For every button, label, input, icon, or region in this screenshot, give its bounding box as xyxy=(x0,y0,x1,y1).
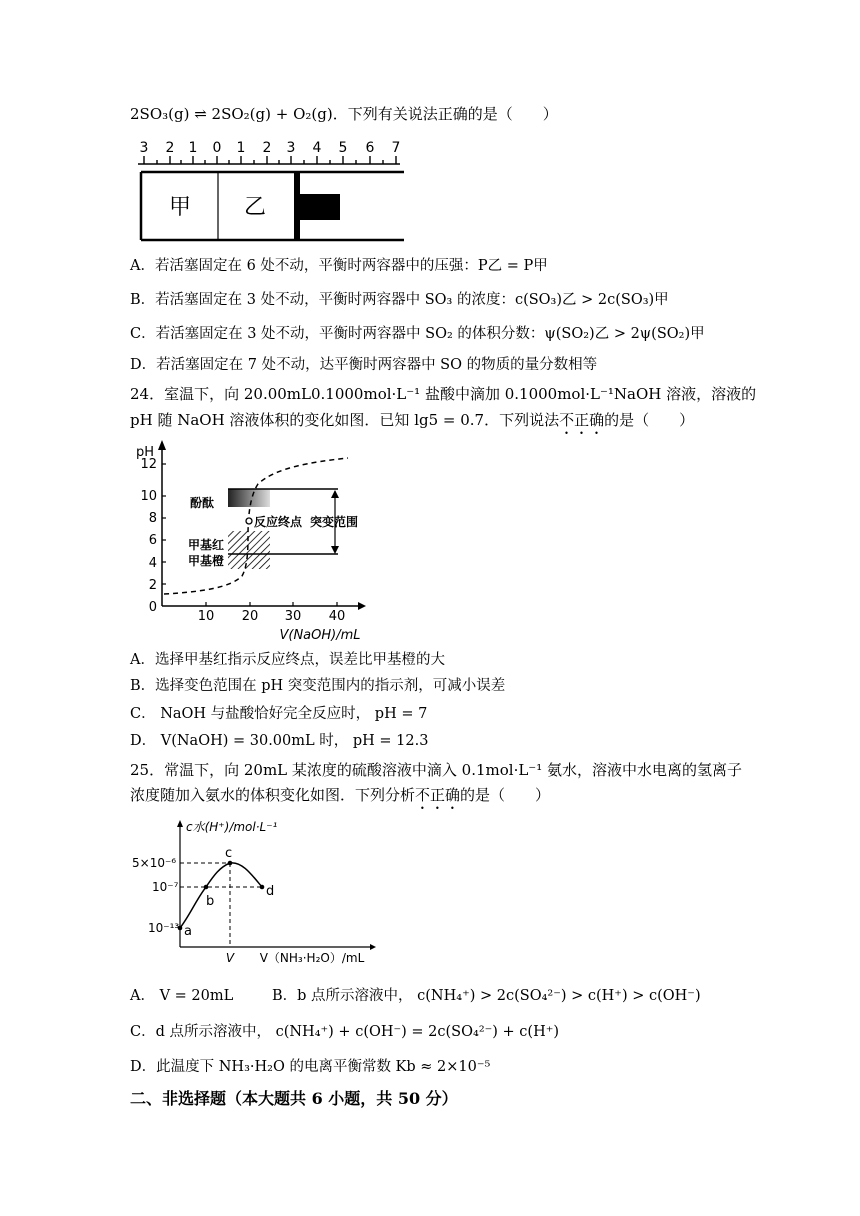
y-tick-1e-7: 10⁻⁷ xyxy=(152,880,179,894)
emphasis-not-correct: 不正确 xyxy=(415,786,461,804)
x-tick-label: 10 xyxy=(197,609,215,624)
q25-water-ionization-chart xyxy=(130,815,390,975)
ruler-label: 3 xyxy=(139,140,149,156)
q23-option-a: A．若活塞固定在 6 处不动，平衡时两容器中的压强：P乙 = P甲 xyxy=(130,258,548,274)
q25-stem-line2: 浓度随加入氨水的体积变化如图．下列分析不正确的是（ ） xyxy=(130,786,551,804)
x-tick-label: 40 xyxy=(328,609,346,624)
q24-stem-line2: pH 随 NaOH 溶液体积的变化如图．已知 lg5 = 0.7．下列说法不正确的是（ ） xyxy=(130,411,695,429)
x-axis-label: V(NaOH)/mL xyxy=(279,628,361,643)
ruler-label: 3 xyxy=(286,140,296,156)
y-tick-1e-13: 10⁻¹³ xyxy=(148,921,180,935)
point-label-c: c xyxy=(225,846,233,861)
q23-option-d: D．若活塞固定在 7 处不动，达平衡时两容器中 SO 的物质的量分数相等 xyxy=(130,357,598,373)
q23-stem: 2SO₃(g) ⇌ 2SO₂(g) + O₂(g)．下列有关说法正确的是（ ） xyxy=(130,105,558,123)
q23-piston-figure xyxy=(130,134,420,246)
y-tick-label: 6 xyxy=(148,533,157,548)
ruler-label: 1 xyxy=(236,140,246,156)
x-axis-label: V（NH₃·H₂O）/mL xyxy=(259,951,365,965)
ruler-label: 2 xyxy=(262,140,272,156)
label-phenolphthalein: 酚酞 xyxy=(190,496,215,510)
y-tick-label: 10 xyxy=(140,489,157,504)
q24-titration-chart xyxy=(130,436,370,646)
label-methyl-orange: 甲基橙 xyxy=(188,554,225,568)
x-tick-v: V xyxy=(225,951,235,965)
y-axis-label: c水(H⁺)/mol·L⁻¹ xyxy=(186,820,278,834)
q25-option-b: B．b 点所示溶液中， c(NH₄⁺) > 2c(SO₄²⁻) > c(H⁺) > c(OH⁻) xyxy=(272,988,701,1004)
y-tick-label: 0 xyxy=(148,600,157,615)
emphasis-not-correct: 不正确 xyxy=(559,411,605,429)
ruler-label: 6 xyxy=(365,140,375,156)
y-axis-label: pH xyxy=(136,445,155,460)
point-label-b: b xyxy=(206,894,215,909)
q24-option-b: B．选择变色范围在 pH 突变范围内的指示剂，可减小误差 xyxy=(130,678,506,694)
ruler-label: 0 xyxy=(212,140,222,156)
x-tick-label: 20 xyxy=(241,609,259,624)
y-tick-label: 8 xyxy=(148,511,157,526)
ruler-label: 1 xyxy=(188,140,198,156)
point-label-d: d xyxy=(266,884,275,899)
q24-option-d: D． V(NaOH) = 30.00mL 时， pH = 12.3 xyxy=(130,733,429,749)
ruler-label: 7 xyxy=(391,140,401,156)
q24-option-a: A．选择甲基红指示反应终点，误差比甲基橙的大 xyxy=(130,652,445,668)
ruler-label: 4 xyxy=(312,140,322,156)
label-methyl-red: 甲基红 xyxy=(188,538,225,552)
vessel-jia-label: 甲 xyxy=(168,195,192,220)
q24-stem-line1: 24．室温下，向 20.00mL0.1000mol·L⁻¹ 盐酸中滴加 0.1000mol·L⁻¹NaOH 溶液，溶液的 xyxy=(130,385,757,403)
y-tick-label: 2 xyxy=(148,578,157,593)
q25-stem-line1: 25．常温下，向 20mL 某浓度的硫酸溶液中滴入 0.1mol·L⁻¹ 氨水，溶液中水电离的氢离子 xyxy=(130,761,743,779)
vessel-yi-label: 乙 xyxy=(243,195,267,220)
q24-option-c: C． NaOH 与盐酸恰好完全反应时， pH = 7 xyxy=(130,706,428,722)
ruler-label: 2 xyxy=(165,140,175,156)
ruler-label: 5 xyxy=(338,140,348,156)
y-tick-5e-6: 5×10⁻⁶ xyxy=(132,856,177,870)
y-tick-label: 12 xyxy=(140,457,157,472)
q25-option-d: D．此温度下 NH₃·H₂O 的电离平衡常数 Kb ≈ 2×10⁻⁵ xyxy=(130,1059,491,1075)
section-heading-non-choice: 二、非选择题（本大题共 6 小题，共 50 分） xyxy=(130,1089,458,1108)
y-tick-label: 4 xyxy=(148,556,157,571)
label-jump-range: 突变范围 xyxy=(310,515,359,529)
label-endpoint: 反应终点 xyxy=(254,515,303,529)
q23-option-b: B．若活塞固定在 3 处不动，平衡时两容器中 SO₃ 的浓度：c(SO₃)乙 > 2c(SO₃)甲 xyxy=(130,292,669,308)
point-label-a: a xyxy=(184,924,192,939)
q23-option-c: C．若活塞固定在 3 处不动，平衡时两容器中 SO₂ 的体积分数：ψ(SO₂)乙 > 2ψ(SO₂)甲 xyxy=(130,326,705,342)
x-tick-label: 30 xyxy=(284,609,302,624)
q25-option-a: A． V = 20mL xyxy=(130,988,234,1004)
q25-option-c: C．d 点所示溶液中， c(NH₄⁺) + c(OH⁻) = 2c(SO₄²⁻) + c(H⁺) xyxy=(130,1024,560,1040)
